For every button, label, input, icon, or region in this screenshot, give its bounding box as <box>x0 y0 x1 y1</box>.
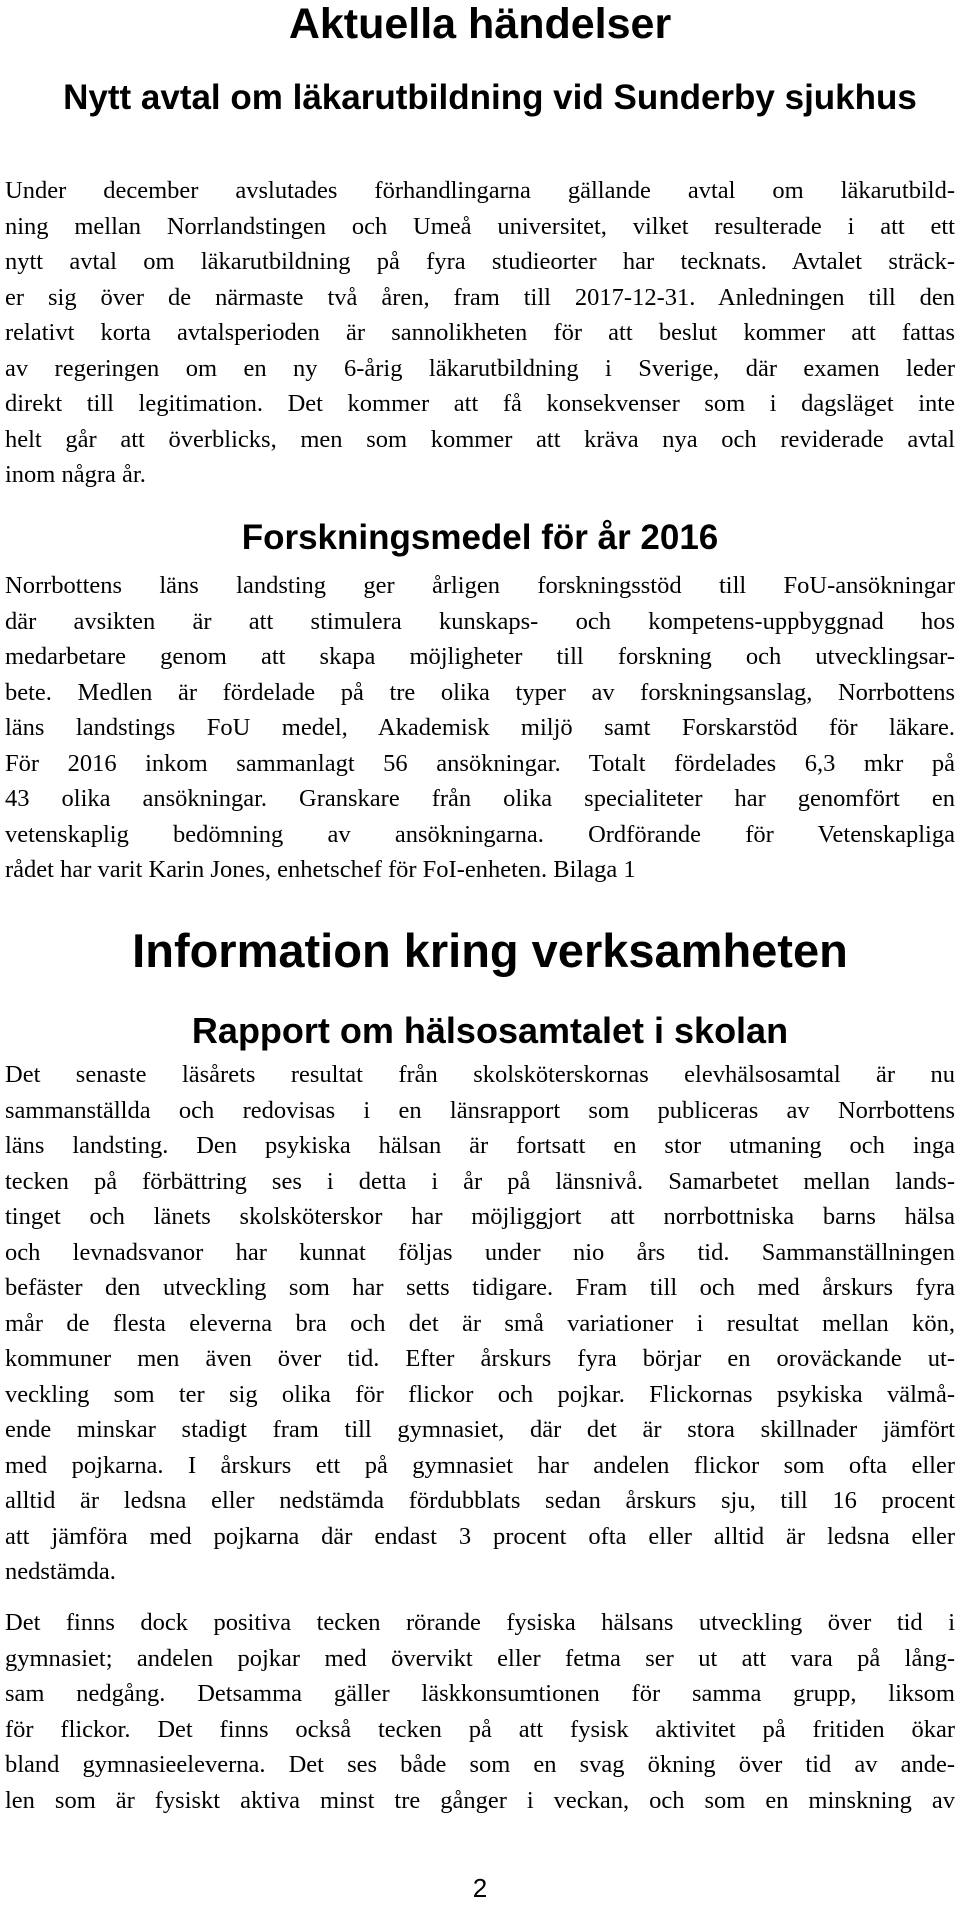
news-heading-lakarutbildning: Nytt avtal om läkarutbildning vid Sunderby sjukhus <box>63 78 917 117</box>
text-line: alltid är ledsna eller nedstämda fördubblats sedan årskurs sju, till 16 procent <box>5 1487 955 1514</box>
page-number: 2 <box>472 1873 488 1903</box>
text-line: befäster den utveckling som har setts tidigare. Fram till och med årskurs fyra <box>5 1274 955 1301</box>
text-line: att jämföra med pojkarna där endast 3 procent ofta eller alltid är ledsna eller <box>5 1522 955 1550</box>
news-heading-forskningsmedel: Forskningsmedel för år 2016 <box>241 518 719 557</box>
text-line: 43 olika ansökningar. Granskare från olika specialiteter har genomfört en <box>5 785 955 812</box>
paragraph-forskningsmedel <box>5 568 955 888</box>
text-line: nedstämda. <box>5 1558 116 1585</box>
text-line: För 2016 inkom sammanlagt 56 ansökningar. Totalt fördelades 6,3 mkr på <box>5 749 955 777</box>
paragraph-halsosamtal <box>5 1057 955 1590</box>
text-line: ende minskar stadigt fram till gymnasiet, där det är stora skillnader jämfört <box>5 1416 955 1443</box>
text-line: sammanställda och redovisas i en länsrapport som publiceras av Norrbottens <box>5 1096 955 1124</box>
text-line: medarbetare genom att skapa möjligheter till forskning och utvecklingsar- <box>5 643 955 670</box>
text-line: ning mellan Norrlandstingen och Umeå universitet, vilket resulterade i att ett <box>5 212 955 240</box>
report-heading-halsosamtal: Rapport om hälsosamtalet i skolan <box>191 1010 789 1051</box>
text-line: läns landstings FoU medel, Akademisk miljö samt Forskarstöd för läkare. <box>5 714 955 741</box>
text-line: er sig över de närmaste två åren, fram till 2017-12-31. Anledningen till den <box>5 283 955 311</box>
text-line: gymnasiet; andelen pojkar med övervikt eller fetma ser ut att vara på lång- <box>5 1644 955 1672</box>
text-line: sam nedgång. Detsamma gäller läskkonsumtionen för samma grupp, liksom <box>5 1680 955 1707</box>
text-line: Under december avslutades förhandlingarna gällande avtal om läkarutbild- <box>5 177 955 204</box>
text-line: Det finns dock positiva tecken rörande fysiska hälsans utveckling över tid i <box>5 1609 955 1636</box>
text-line: helt går att överblicks, men som kommer att kräva nya och reviderade avtal <box>5 425 955 453</box>
text-line: för flickor. Det finns också tecken på att fysisk aktivitet på fritiden ökar <box>5 1715 955 1743</box>
text-line: där avsikten är att stimulera kunskaps- och kompetens-uppbyggnad hos <box>5 607 955 635</box>
text-line: med pojkarna. I årskurs ett på gymnasiet har andelen flickor som ofta eller <box>5 1451 955 1479</box>
text-line: nytt avtal om läkarutbildning på fyra studieorter har tecknats. Avtalet sträck- <box>5 248 955 275</box>
text-line: bland gymnasieeleverna. Det ses både som en svag ökning över tid av ande- <box>5 1751 955 1778</box>
text-line: vetenskaplig bedömning av ansökningarna. Ordförande för Vetenskapliga <box>5 820 955 848</box>
text-line: Norrbottens läns landsting ger årligen forskningsstöd till FoU-ansökningar <box>5 572 955 599</box>
text-line: tinget och länets skolsköterskor har möjliggjort att norrbottniska barns hälsa <box>5 1203 955 1230</box>
text-line: kommuner men även över tid. Efter årskurs fyra börjar en oroväckande ut- <box>5 1345 955 1372</box>
text-line: inom några år. <box>5 461 146 488</box>
page-title: Aktuella händelser <box>288 0 672 48</box>
text-line: veckling som ter sig olika för flickor och pojkar. Flickornas psykiska välmå- <box>5 1380 955 1408</box>
text-line: len som är fysiskt aktiva minst tre gånger i veckan, och som en minskning av <box>5 1786 955 1814</box>
paragraph-fysisk-halsa <box>5 1605 955 1818</box>
text-line: rådet har varit Karin Jones, enhetschef för FoI-enheten. Bilaga 1 <box>5 856 636 883</box>
text-line: läns landsting. Den psykiska hälsan är fortsatt en stor utmaning och inga <box>5 1132 955 1159</box>
section-heading-information: Information kring verksamheten <box>132 924 848 977</box>
text-line: Det senaste läsårets resultat från skolsköterskornas elevhälsosamtal är nu <box>5 1061 955 1088</box>
text-line: mår de flesta eleverna bra och det är små variationer i resultat mellan kön, <box>5 1309 955 1337</box>
text-line: tecken på förbättring ses i detta i år på länsnivå. Samarbetet mellan lands- <box>5 1167 955 1195</box>
paragraph-lakarutbildning <box>5 173 955 493</box>
text-line: av regeringen om en ny 6-årig läkarutbildning i Sverige, där examen leder <box>5 354 955 382</box>
text-line: och levnadsvanor har kunnat följas under nio års tid. Sammanställningen <box>5 1238 955 1266</box>
text-line: relativt korta avtalsperioden är sannolikheten för att beslut kommer att fattas <box>5 319 955 346</box>
text-line: bete. Medlen är fördelade på tre olika typer av forskningsanslag, Norrbottens <box>5 678 955 706</box>
text-line: direkt till legitimation. Det kommer att få konsekvenser som i dagsläget inte <box>5 390 955 417</box>
